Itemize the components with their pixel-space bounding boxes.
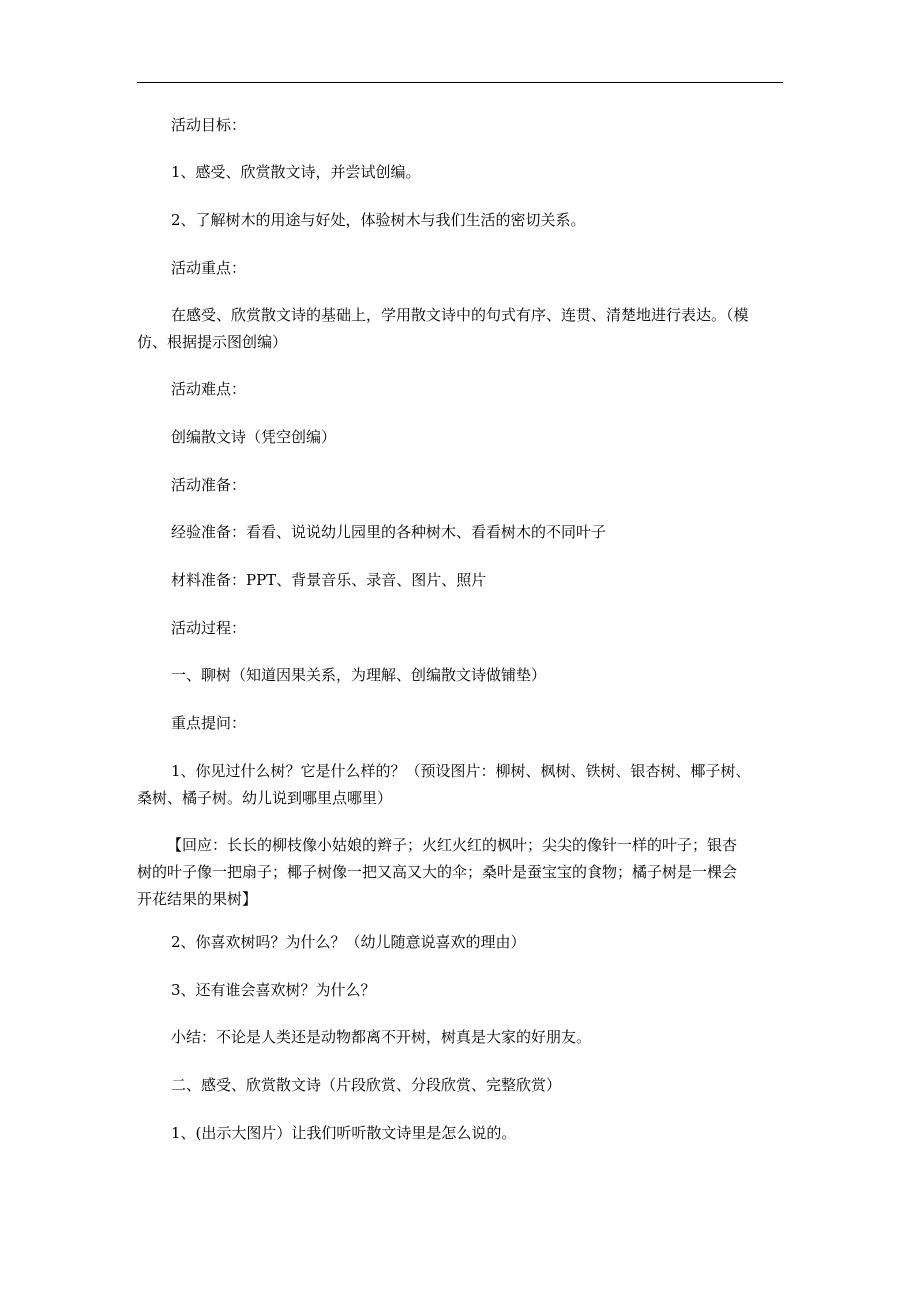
focus-line-2: 仿、根据提示图创编） [137,333,288,351]
heading-activity-process: 活动过程： [171,619,247,637]
heading-activity-focus: 活动重点： [171,259,247,277]
header-rule [137,82,783,83]
question-1-paragraph [137,758,783,812]
question-2: 2、你喜欢树吗？为什么？（幼儿随意说喜欢的理由） [171,933,526,951]
response-line-2: 树的叶子像一把扇子；椰子树像一把又高又大的伞；桑叶是蚕宝宝的食物；橘子树是一棵会 [137,863,738,881]
section-one-heading: 一、聊树（知道因果关系，为理解、创编散文诗做铺垫） [171,666,547,684]
question-3: 3、还有谁会喜欢树？为什么？ [171,981,376,999]
goal-item-2: 2、了解树木的用途与好处，体验树木与我们生活的密切关系。 [171,211,586,229]
focus-paragraph [137,302,783,356]
question-1-line-1: 1、你见过什么树？它是什么样的？（预设图片：柳树、枫树、铁树、银杏树、椰子树、 [171,762,751,780]
section-two-heading: 二、感受、欣赏散文诗（片段欣赏、分段欣赏、完整欣赏） [171,1076,562,1094]
focus-line-1: 在感受、欣赏散文诗的基础上，学用散文诗中的句式有序、连贯、清楚地进行表达。（模 [171,306,749,324]
response-paragraph [137,832,783,913]
difficulty-paragraph: 创编散文诗（凭空创编） [171,428,337,446]
response-line-1: 【回应：长长的柳枝像小姑娘的辫子；火红火红的枫叶；尖尖的像针一样的叶子；银杏 [167,836,738,854]
key-questions-heading: 重点提问： [171,714,247,732]
material-preparation: 材料准备：PPT、背景音乐、录音、图片、照片 [171,571,487,589]
question-1-line-2: 桑树、橘子树。幼儿说到哪里点哪里） [137,789,393,807]
summary-paragraph: 小结：不论是人类还是动物都离不开树，树真是大家的好朋友。 [171,1028,592,1046]
response-line-3: 开花结果的果树】 [137,890,258,908]
heading-activity-difficulty: 活动难点： [171,380,247,398]
heading-activity-preparation: 活动准备： [171,476,247,494]
goal-item-1: 1、感受、欣赏散文诗，并尝试创编。 [171,163,421,181]
experience-preparation: 经验准备：看看、说说幼儿园里的各种树木、看看树木的不同叶子 [171,523,607,541]
step-1-paragraph: 1、(出示大图片）让我们听听散文诗里是怎么说的。 [171,1124,517,1142]
heading-activity-goals: 活动目标： [171,116,247,134]
